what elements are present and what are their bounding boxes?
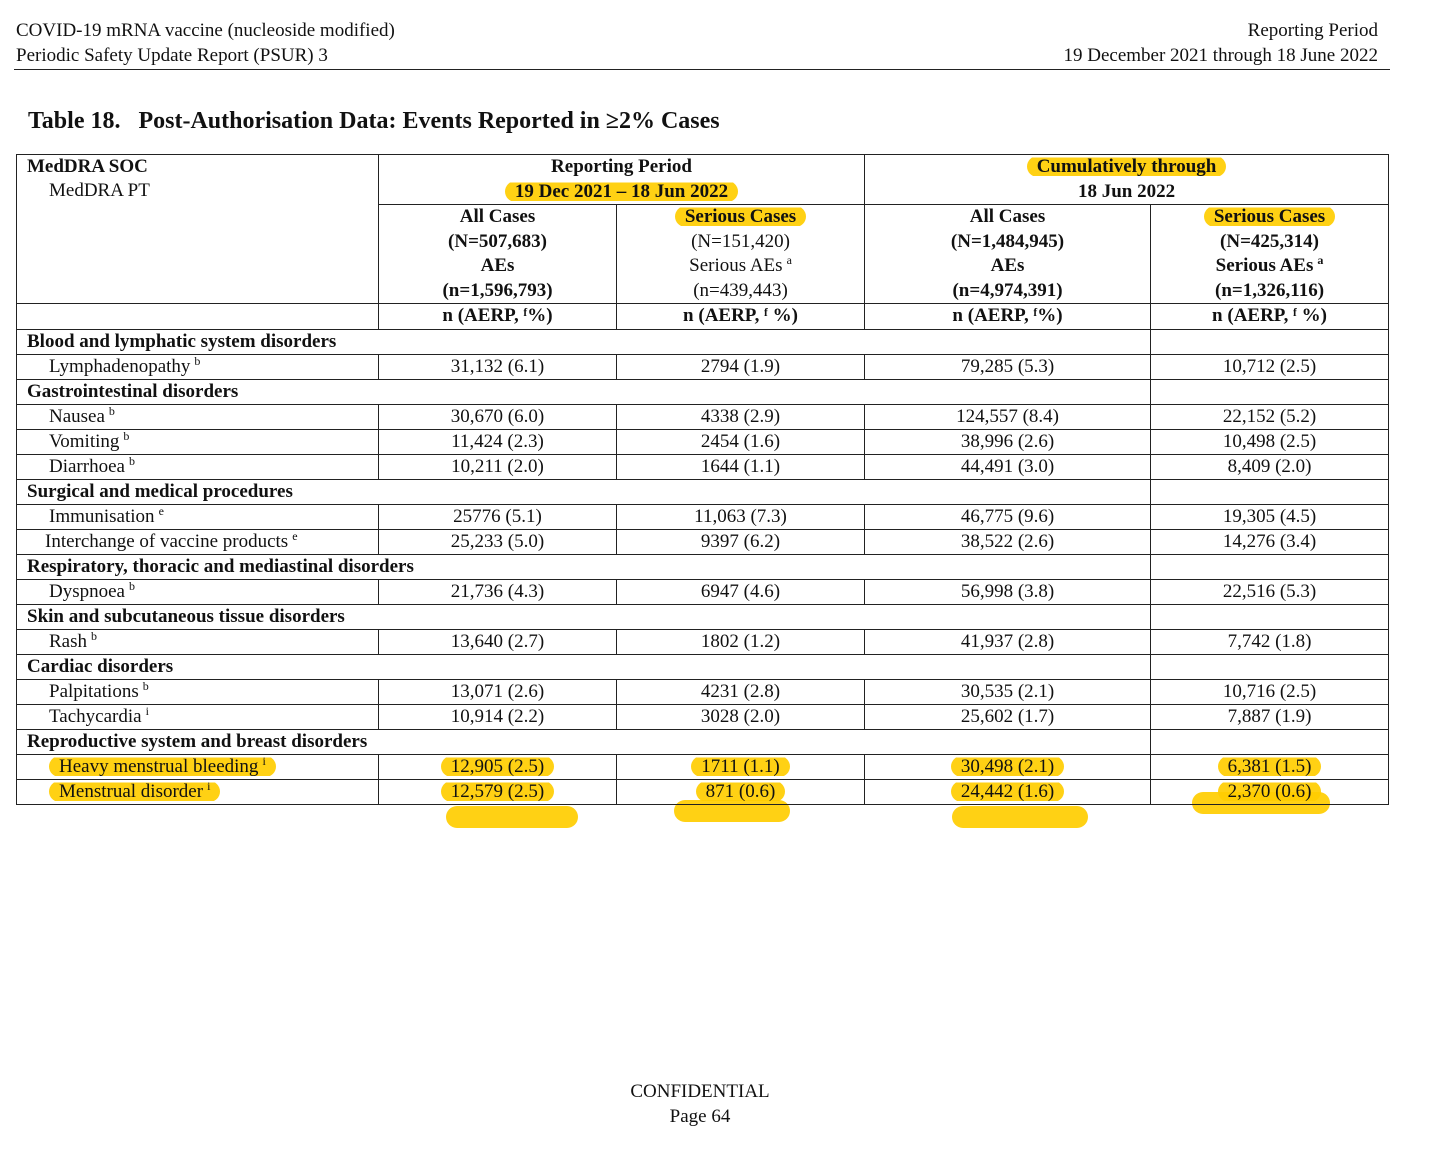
pt-label: Rash: [49, 630, 87, 652]
value-cell: [379, 429, 617, 454]
value-cell: [379, 454, 617, 479]
value-text: 14,276 (3.4): [1222, 530, 1317, 552]
reporting-period-title: Reporting Period: [551, 156, 692, 177]
soc-label: Gastrointestinal disorders: [17, 379, 1151, 404]
value-text: 38,522 (2.6): [960, 530, 1055, 552]
subcol-n-aes: (n=4,974,391): [952, 279, 1063, 301]
value-cell: [617, 429, 865, 454]
footnote-marker: b: [142, 678, 149, 693]
value-cell: [1151, 629, 1389, 654]
soc-label: Respiratory, thoracic and mediastinal disorders: [17, 554, 1151, 579]
value-cell: [1151, 504, 1389, 529]
value-cell: [865, 629, 1151, 654]
value-cell: [617, 779, 865, 804]
soc-row-end-cell: [1151, 329, 1389, 354]
cumulative-title: Cumulatively through: [1027, 156, 1227, 177]
pt-label-cell: [17, 579, 379, 604]
pt-label-cell: [17, 679, 379, 704]
value-cell: [865, 579, 1151, 604]
value-cell: [617, 704, 865, 729]
subcol-title: Serious Cases: [1204, 206, 1335, 227]
value-text: 2454 (1.6): [700, 430, 781, 452]
value-text: 12,905 (2.5): [441, 756, 554, 777]
value-cell: [865, 404, 1151, 429]
value-cell: [379, 504, 617, 529]
soc-label: Surgical and medical procedures: [17, 479, 1151, 504]
value-text: 10,914 (2.2): [450, 705, 545, 727]
value-cell: [865, 504, 1151, 529]
soc-row-end-cell: [1151, 729, 1389, 754]
value-text: 79,285 (5.3): [960, 355, 1055, 377]
soc-label: Blood and lymphatic system disorders: [17, 329, 1151, 354]
product-name: COVID-19 mRNA vaccine (nucleoside modified): [16, 20, 395, 41]
value-cell: [617, 679, 865, 704]
value-cell: [1151, 454, 1389, 479]
pt-label-cell: [17, 704, 379, 729]
pt-label: Menstrual disorder: [59, 780, 204, 802]
value-cell: [379, 679, 617, 704]
subcol-serious-cases-cumulative: [1151, 205, 1389, 304]
pt-label: Immunisation: [49, 505, 155, 527]
value-text: 31,132 (6.1): [450, 355, 545, 377]
subcol-serious-cases-period: [617, 205, 865, 304]
pt-label-cell: [17, 404, 379, 429]
subcol-aes: Serious AEs: [1215, 255, 1314, 276]
value-cell: [865, 429, 1151, 454]
value-text: 25,602 (1.7): [960, 705, 1055, 727]
pt-label-cell: [17, 354, 379, 379]
value-text: 4231 (2.8): [700, 680, 781, 702]
value-cell: [1151, 754, 1389, 779]
table-title-text: Post-Authorisation Data: Events Reported in ≥2% Cases: [138, 108, 720, 134]
pt-row: [17, 779, 1389, 804]
value-cell: [1151, 679, 1389, 704]
value-cell: [865, 704, 1151, 729]
value-cell: [1151, 354, 1389, 379]
header-row-groups: [17, 155, 1389, 205]
value-text: 7,887 (1.9): [1227, 705, 1312, 727]
footnote-marker: e: [158, 503, 164, 518]
value-cell: [1151, 704, 1389, 729]
footnote-marker: b: [108, 403, 115, 418]
subcol-n-cases: (N=507,683): [448, 230, 547, 252]
value-text: 10,716 (2.5): [1222, 680, 1317, 702]
subcol-aes: AEs: [480, 255, 515, 276]
value-text: 13,071 (2.6): [450, 680, 545, 702]
subcol-n-cases: (N=151,420): [691, 230, 790, 252]
document-header-left: [16, 18, 395, 68]
value-cell: [1151, 579, 1389, 604]
units-cell: n (AERP, ᶠ%): [865, 304, 1151, 330]
value-text: 22,516 (5.3): [1222, 580, 1317, 602]
pt-label: Vomiting: [49, 430, 120, 452]
highlight-stroke: [952, 806, 1088, 828]
value-cell: [379, 704, 617, 729]
subcol-all-cases-cumulative: [865, 205, 1151, 304]
soc-row: [17, 379, 1389, 404]
value-text: 2,370 (0.6): [1218, 781, 1322, 802]
value-text: 25776 (5.1): [453, 505, 542, 527]
page-number: Page 64: [669, 1106, 731, 1127]
value-cell: [617, 529, 865, 554]
value-cell: [617, 454, 865, 479]
value-text: 41,937 (2.8): [960, 630, 1055, 652]
table-number: Table 18.: [28, 108, 121, 134]
pt-label-cell: [17, 429, 379, 454]
pt-row: [17, 679, 1389, 704]
subcol-n-cases: (N=425,314): [1220, 230, 1319, 252]
value-text: 2794 (1.9): [700, 355, 781, 377]
header-soc-pt-cell: [17, 155, 379, 304]
soc-label: Cardiac disorders: [17, 654, 1151, 679]
value-text: 19,305 (4.5): [1222, 505, 1317, 527]
value-text: 30,535 (2.1): [960, 680, 1055, 702]
value-text: 3028 (2.0): [700, 705, 781, 727]
value-cell: [617, 404, 865, 429]
value-cell: [617, 504, 865, 529]
header-row-units: [17, 304, 1389, 330]
value-text: 10,498 (2.5): [1222, 430, 1317, 452]
subcol-title: All Cases: [459, 206, 536, 227]
subcol-aes: AEs: [990, 255, 1025, 276]
value-text: 124,557 (8.4): [956, 405, 1059, 427]
pt-row: [17, 629, 1389, 654]
footnote-marker: a: [786, 253, 792, 267]
document-header-right: [1064, 18, 1379, 68]
header-cumulative: [865, 155, 1389, 205]
header-pt: MedDRA PT: [49, 180, 150, 201]
soc-row-end-cell: [1151, 604, 1389, 629]
value-text: 38,996 (2.6): [960, 430, 1055, 452]
footnote-marker: b: [91, 628, 97, 643]
events-table: [16, 154, 1389, 805]
units-cell: n (AERP, ᶠ %): [617, 304, 865, 330]
value-cell: [379, 579, 617, 604]
soc-row-end-cell: [1151, 479, 1389, 504]
cumulative-dates: 18 Jun 2022: [1077, 180, 1176, 202]
pt-row: [17, 754, 1389, 779]
value-text: 9397 (6.2): [700, 530, 781, 552]
page-footer: [0, 1079, 1400, 1129]
value-text: 1711 (1.1): [691, 756, 789, 777]
soc-row-end-cell: [1151, 379, 1389, 404]
value-cell: [617, 629, 865, 654]
value-text: 6,381 (1.5): [1218, 756, 1322, 777]
subcol-title: All Cases: [969, 206, 1046, 227]
pt-label-cell: [17, 754, 379, 779]
footnote-marker: i: [207, 778, 211, 793]
pt-row: [17, 579, 1389, 604]
soc-row: [17, 729, 1389, 754]
units-spacer: [17, 304, 379, 330]
units-cell: n (AERP, ᶠ %): [1151, 304, 1389, 330]
value-text: 24,442 (1.6): [951, 781, 1064, 802]
value-cell: [1151, 529, 1389, 554]
footnote-marker: b: [123, 428, 130, 443]
value-text: 30,670 (6.0): [450, 405, 545, 427]
value-cell: [865, 679, 1151, 704]
value-text: 1802 (1.2): [700, 630, 781, 652]
pt-row: [17, 404, 1389, 429]
pt-label: Interchange of vaccine products: [45, 530, 289, 552]
header-soc: MedDRA SOC: [27, 156, 148, 177]
value-cell: [379, 629, 617, 654]
value-text: 12,579 (2.5): [441, 781, 554, 802]
subcol-title: Serious Cases: [675, 206, 806, 227]
footnote-marker: i: [262, 753, 266, 768]
subcol-n-cases: (N=1,484,945): [950, 230, 1065, 252]
value-cell: [865, 529, 1151, 554]
value-text: 11,424 (2.3): [451, 430, 544, 452]
value-cell: [379, 354, 617, 379]
footnote-marker: b: [194, 353, 201, 368]
value-text: 46,775 (9.6): [960, 505, 1055, 527]
pt-row: [17, 529, 1389, 554]
pt-label: Heavy menstrual bleeding: [59, 755, 259, 777]
pt-row: [17, 704, 1389, 729]
pt-row: [17, 354, 1389, 379]
pt-label: Dyspnoea: [49, 580, 125, 602]
reporting-period-label: Reporting Period: [1247, 20, 1378, 41]
pt-row: [17, 454, 1389, 479]
soc-row-end-cell: [1151, 554, 1389, 579]
pt-label: Tachycardia: [49, 705, 142, 727]
value-cell: [617, 354, 865, 379]
value-cell: [1151, 404, 1389, 429]
value-cell: [865, 754, 1151, 779]
soc-row: [17, 654, 1389, 679]
pt-row: [17, 504, 1389, 529]
value-cell: [379, 754, 617, 779]
value-text: 1644 (1.1): [700, 455, 781, 477]
value-cell: [617, 754, 865, 779]
soc-label: Reproductive system and breast disorders: [17, 729, 1151, 754]
subcol-aes: Serious AEs: [689, 255, 783, 276]
value-text: 871 (0.6): [696, 781, 786, 802]
value-text: 30,498 (2.1): [951, 756, 1064, 777]
pt-label-cell: [17, 504, 379, 529]
subcol-all-cases-period: [379, 205, 617, 304]
footnote-marker: i: [145, 703, 149, 718]
soc-label: Skin and subcutaneous tissue disorders: [17, 604, 1151, 629]
pt-label: Lymphadenopathy: [49, 355, 191, 377]
footnote-marker: b: [128, 578, 135, 593]
report-name: Periodic Safety Update Report (PSUR) 3: [16, 45, 328, 66]
pt-label: Nausea: [49, 405, 105, 427]
value-cell: [617, 579, 865, 604]
value-text: 25,233 (5.0): [450, 530, 545, 552]
footnote-marker: a: [1317, 253, 1324, 267]
value-text: 7,742 (1.8): [1227, 630, 1312, 652]
pt-row: [17, 429, 1389, 454]
value-text: 4338 (2.9): [700, 405, 781, 427]
header-divider: [14, 69, 1390, 70]
pt-label: Palpitations: [49, 680, 139, 702]
footnote-marker: b: [128, 453, 135, 468]
soc-row: [17, 479, 1389, 504]
value-text: 13,640 (2.7): [450, 630, 545, 652]
value-text: 10,712 (2.5): [1222, 355, 1317, 377]
value-text: 21,736 (4.3): [450, 580, 545, 602]
reporting-period-dates: 19 December 2021 through 18 June 2022: [1063, 45, 1378, 66]
value-text: 6947 (4.6): [700, 580, 781, 602]
table-title: [28, 108, 720, 135]
value-text: 22,152 (5.2): [1222, 405, 1317, 427]
soc-row: [17, 604, 1389, 629]
header-reporting-period: [379, 155, 865, 205]
soc-row: [17, 329, 1389, 354]
subcol-n-aes: (n=1,596,793): [442, 279, 553, 301]
value-cell: [1151, 779, 1389, 804]
subcol-n-aes: (n=1,326,116): [1215, 279, 1325, 301]
confidential-label: CONFIDENTIAL: [630, 1081, 770, 1102]
value-cell: [379, 404, 617, 429]
units-cell: n (AERP, ᶠ%): [379, 304, 617, 330]
pt-label-cell: [17, 529, 379, 554]
pt-label-cell: [17, 629, 379, 654]
value-cell: [865, 354, 1151, 379]
value-cell: [865, 454, 1151, 479]
value-text: 56,998 (3.8): [960, 580, 1055, 602]
pt-label-cell: [17, 779, 379, 804]
value-cell: [379, 779, 617, 804]
subcol-n-aes: (n=439,443): [693, 279, 788, 301]
soc-row: [17, 554, 1389, 579]
soc-row-end-cell: [1151, 654, 1389, 679]
value-text: 11,063 (7.3): [694, 505, 787, 527]
pt-label-cell: [17, 454, 379, 479]
value-cell: [1151, 429, 1389, 454]
reporting-period-dates-cell: 19 Dec 2021 – 18 Jun 2022: [505, 181, 738, 202]
value-text: 8,409 (2.0): [1227, 455, 1312, 477]
value-text: 10,211 (2.0): [451, 455, 544, 477]
value-cell: [865, 779, 1151, 804]
value-text: 44,491 (3.0): [960, 455, 1055, 477]
value-cell: [379, 529, 617, 554]
pt-label: Diarrhoea: [49, 455, 125, 477]
highlight-stroke: [446, 806, 578, 828]
footnote-marker: e: [292, 528, 298, 543]
